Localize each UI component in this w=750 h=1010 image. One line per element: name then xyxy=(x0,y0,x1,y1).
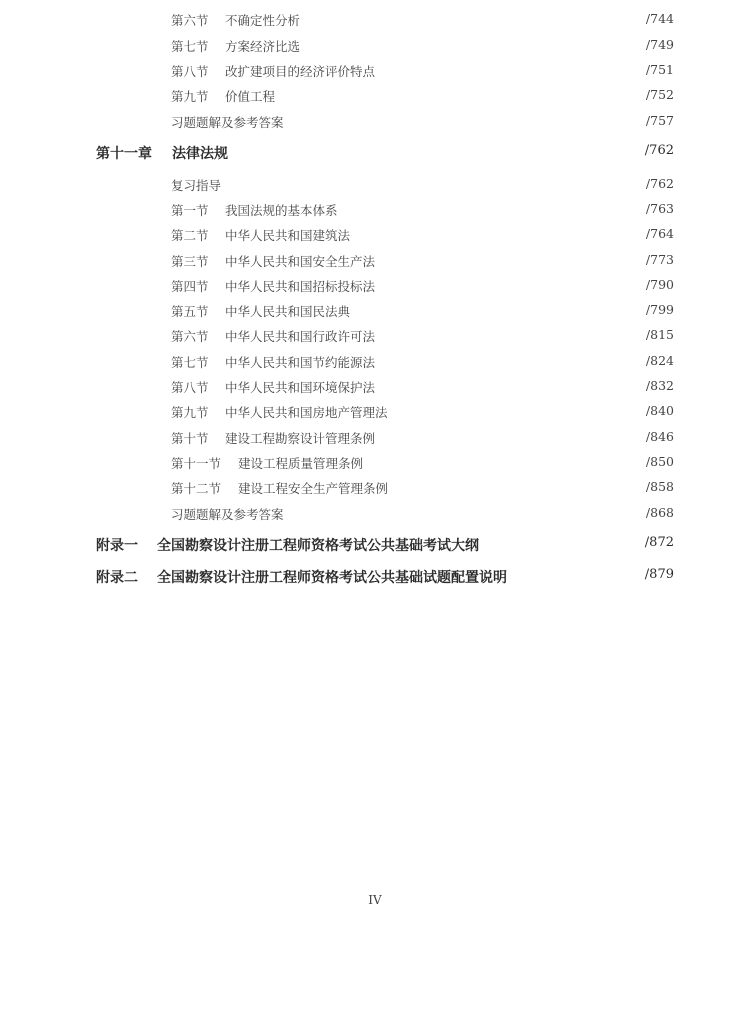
page-footer-number: IV xyxy=(368,893,382,907)
page-number: /744 xyxy=(645,11,674,26)
section-title: 习题题解及参考答案 xyxy=(171,507,284,522)
section-number: 第四节 xyxy=(171,279,209,294)
appendix-title: 全国勘察设计注册工程师资格考试公共基础考试大纲 xyxy=(157,538,479,554)
page-number: /824 xyxy=(645,353,674,368)
section-title: 建设工程质量管理条例 xyxy=(238,456,364,471)
section-number: 第八节 xyxy=(171,64,209,79)
section-title: 习题题解及参考答案 xyxy=(171,115,284,130)
appendix-number: 附录一 xyxy=(96,538,138,554)
page-number: /749 xyxy=(645,37,674,52)
page-number: /879 xyxy=(644,567,674,582)
page-number: /872 xyxy=(644,535,674,550)
page-number: /752 xyxy=(645,87,674,102)
section-title: 中华人民共和国安全生产法 xyxy=(225,254,376,269)
page-number: /815 xyxy=(645,327,674,342)
section-number: 第九节 xyxy=(171,405,209,420)
section-title: 中华人民共和国环境保护法 xyxy=(225,380,376,395)
page-number: /846 xyxy=(645,429,674,444)
section-number: 第六节 xyxy=(171,329,209,344)
section-number: 第九节 xyxy=(171,89,209,104)
section-title: 中华人民共和国招标投标法 xyxy=(225,279,376,294)
page-number: /850 xyxy=(645,454,674,469)
page-number: /762 xyxy=(645,176,674,191)
section-number: 第五节 xyxy=(171,304,209,319)
section-title: 中华人民共和国节约能源法 xyxy=(225,355,376,370)
chapter-number: 第十一章 xyxy=(96,146,152,162)
section-title: 中华人民共和国行政许可法 xyxy=(225,329,376,344)
section-title: 中华人民共和国房地产管理法 xyxy=(225,405,388,420)
section-title: 建设工程勘察设计管理条例 xyxy=(225,431,376,446)
section-number: 第七节 xyxy=(171,39,209,54)
section-number: 第三节 xyxy=(171,254,209,269)
page-number: /751 xyxy=(645,62,674,77)
page-number: /868 xyxy=(645,505,674,520)
section-title: 复习指导 xyxy=(171,178,222,193)
page-number: /790 xyxy=(645,277,674,292)
section-title: 中华人民共和国建筑法 xyxy=(225,228,351,243)
appendix-title: 全国勘察设计注册工程师资格考试公共基础试题配置说明 xyxy=(157,570,507,586)
section-title: 价值工程 xyxy=(225,89,276,104)
section-number: 第六节 xyxy=(171,13,209,28)
page-number: /763 xyxy=(645,201,674,216)
section-title: 我国法规的基本体系 xyxy=(225,203,338,218)
page-number: /764 xyxy=(645,226,674,241)
section-title: 改扩建项目的经济评价特点 xyxy=(225,64,376,79)
section-number: 第七节 xyxy=(171,355,209,370)
page-number: /858 xyxy=(645,479,674,494)
section-number: 第二节 xyxy=(171,228,209,243)
section-number: 第十二节 xyxy=(171,481,222,496)
page-number: /799 xyxy=(645,302,674,317)
page-number: /773 xyxy=(645,252,674,267)
section-title: 方案经济比选 xyxy=(225,39,301,54)
section-number: 第十节 xyxy=(171,431,209,446)
section-title: 建设工程安全生产管理条例 xyxy=(238,481,389,496)
page-number: /840 xyxy=(645,403,674,418)
section-title: 中华人民共和国民法典 xyxy=(225,304,351,319)
section-number: 第十一节 xyxy=(171,456,222,471)
page-number: /832 xyxy=(645,378,674,393)
appendix-number: 附录二 xyxy=(96,570,138,586)
page-number: /762 xyxy=(644,143,674,158)
page-number: /757 xyxy=(645,113,674,128)
section-title: 不确定性分析 xyxy=(225,13,301,28)
section-number: 第八节 xyxy=(171,380,209,395)
chapter-title: 法律法规 xyxy=(172,146,228,162)
section-number: 第一节 xyxy=(171,203,209,218)
